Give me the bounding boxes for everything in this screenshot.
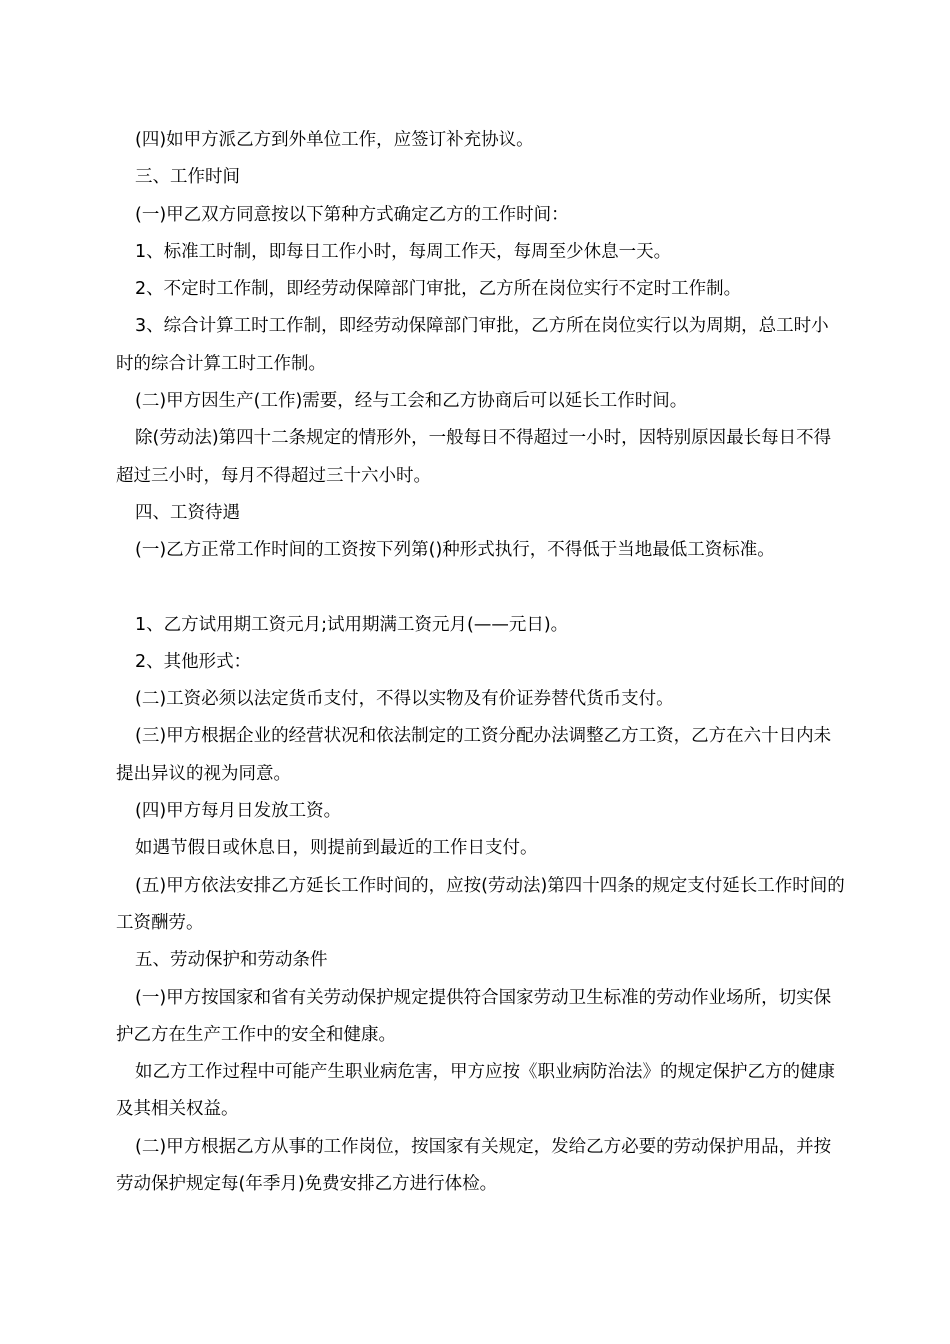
paragraph-4: 1、标准工时制，即每日工作小时，每周工作天，每周至少休息一天。: [135, 241, 672, 262]
paragraph-13: (二)工资必须以法定货币支付，不得以实物及有价证券替代货币支付。: [135, 689, 674, 710]
paragraph-1: (四)如甲方派乙方到外单位工作，应签订补充协议。: [135, 130, 534, 150]
section-heading-wages: 四、工资待遇: [135, 502, 240, 523]
paragraph-5: 2、不定时工作制，即经劳动保障部门审批，乙方所在岗位实行不定时工作制。: [135, 279, 742, 300]
paragraph-7: (二)甲方因生产(工作)需要，经与工会和乙方协商后可以延长工作时间。: [135, 391, 688, 412]
paragraph-8: 除(劳动法)第四十二条规定的情形外，一般每日不得超过一小时，因特别原因最长每日不得超过三小时，每月不得超过三十六小时。: [116, 428, 832, 486]
paragraph-19: (一)甲方按国家和省有关劳动保护规定提供符合国家劳动卫生标准的劳动作业场所，切实保护乙方在生产工作中的安全和健康。: [116, 987, 832, 1045]
paragraph-20: 如乙方工作过程中可能产生职业病危害，甲方应按《职业病防治法》的规定保护乙方的健康及其相关权益。: [116, 1062, 835, 1120]
paragraph-11: 1、乙方试用期工资元月;试用期满工资元月(——元日)。: [135, 614, 569, 635]
paragraph-17: (五)甲方依法安排乙方延长工作时间的，应按(劳动法)第四十四条的规定支付延长工作时间的工资酬劳。: [116, 875, 845, 933]
document-body: [116, 122, 846, 1203]
paragraph-15: (四)甲方每月日发放工资。: [135, 801, 342, 822]
paragraph-16: 如遇节假日或休息日，则提前到最近的工作日支付。: [135, 838, 538, 859]
paragraph-14: (三)甲方根据企业的经营状况和依法制定的工资分配办法调整乙方工资，乙方在六十日内未提出异议的视为同意。: [116, 726, 832, 784]
paragraph-12: 2、其他形式：: [135, 651, 252, 672]
paragraph-10: (一)乙方正常工作时间的工资按下列第()种形式执行，不得低于当地最低工资标准。: [135, 540, 775, 561]
paragraph-6: 3、综合计算工时工作制，即经劳动保障部门审批，乙方所在岗位实行以为周期，总工时小时的综合计算工时工作制。: [116, 316, 829, 374]
paragraph-3: (一)甲乙双方同意按以下第种方式确定乙方的工作时间：: [135, 204, 569, 225]
section-heading-work-time: 三、工作时间: [135, 167, 240, 188]
section-heading-labor-protection: 五、劳动保护和劳动条件: [135, 950, 328, 971]
paragraph-21: (二)甲方根据乙方从事的工作岗位，按国家有关规定，发给乙方必要的劳动保护用品，并按劳动保护规定每(年季月)免费安排乙方进行体检。: [116, 1136, 832, 1195]
